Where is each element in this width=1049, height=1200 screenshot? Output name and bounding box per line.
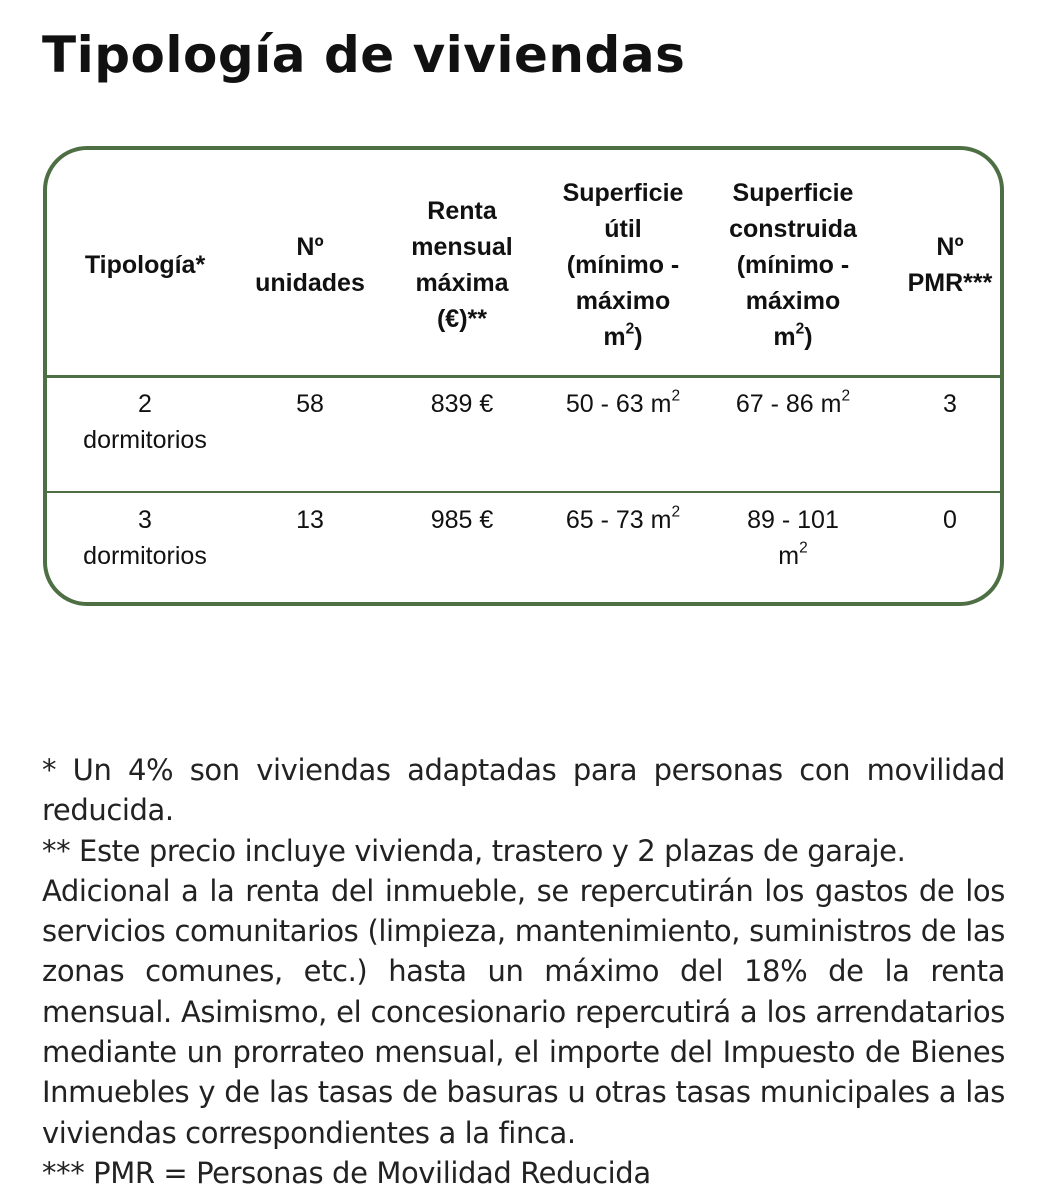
cell-superficie-util: 50 - 63 $m^2$ xyxy=(565,387,681,418)
cell-renta: 839 € xyxy=(430,390,494,418)
housing-typology-table xyxy=(43,146,1004,606)
footnote-adapted-housing: * Un 4% son viviendas adaptadas para personas con movilidad reducida. xyxy=(42,753,1005,828)
table-row xyxy=(47,492,1000,606)
footnote-price-includes: ** Este precio incluye vivienda, trastero y 2 plazas de garaje. xyxy=(42,833,906,868)
footnotes xyxy=(42,750,1005,1193)
footnote-additional-costs: Adicional a la renta del inmueble, se repercutirán los gastos de los servicios comunitarios (limpieza, mantenimiento, suministros de las zonas comunes, etc.) hasta un máximo del 18% de la renta mensual. Asimismo, el concesionario repercutirá a los arrendatarios mediante un prorrateo mensual, el importe del Impuesto de Bienes Inmuebles y de las tasas de basuras u otras tasas municipales a las viviendas correspondientes a la finca. xyxy=(42,873,1005,1150)
cell-superficie-construida: 67 - 86 $m^2$ xyxy=(735,387,851,418)
cell-pmr: 3 xyxy=(943,390,957,418)
cell-superficie-construida: 89 - 101 $m^2$ xyxy=(747,506,839,570)
header-n-unidades: Nº unidades xyxy=(255,233,365,297)
cell-unidades: 13 xyxy=(296,506,324,534)
cell-tipologia: 2 dormitorios xyxy=(83,390,207,454)
footnote-pmr-definition: *** PMR = Personas de Movilidad Reducida xyxy=(42,1155,651,1190)
cell-superficie-util: 65 - 73 $m^2$ xyxy=(565,503,681,534)
header-tipologia: Tipología* xyxy=(84,251,206,279)
header-renta-mensual: Renta mensual máxima (€)** xyxy=(411,197,513,333)
header-superficie-util: Superficie útil (mínimo - máximo $m^2$) xyxy=(562,179,684,351)
page-title: Tipología de viviendas xyxy=(42,26,686,84)
cell-unidades: 58 xyxy=(296,390,324,418)
cell-tipologia: 3 dormitorios xyxy=(83,506,207,570)
table-header-row xyxy=(47,150,1000,380)
cell-pmr: 0 xyxy=(943,506,957,534)
cell-renta: 985 € xyxy=(430,506,494,534)
header-superficie-construida: Superficie construida (mínimo - máximo $m^2$) xyxy=(729,179,857,351)
header-n-pmr: Nº PMR*** xyxy=(907,233,993,297)
table-row xyxy=(47,376,1000,493)
